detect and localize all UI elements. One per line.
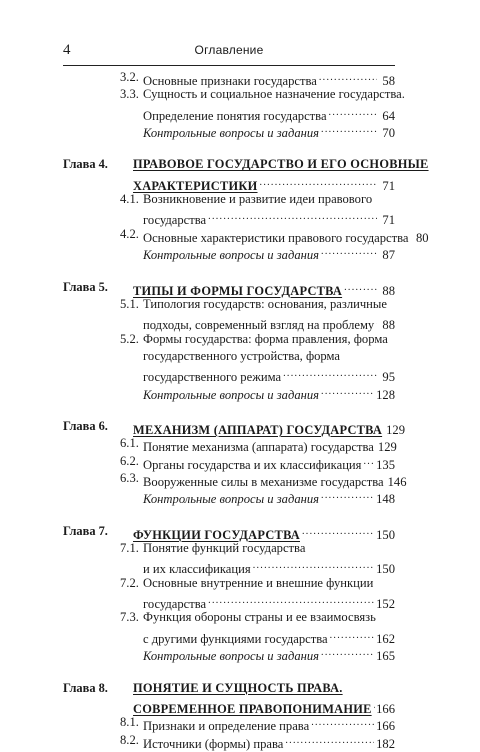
- entry-text-row: [143, 610, 395, 625]
- entry-text-row: [143, 488, 395, 507]
- toc-entry[interactable]: [63, 541, 395, 556]
- section-title: и их классификация: [143, 562, 251, 577]
- dot-leader: [283, 366, 377, 381]
- dot-leader: [319, 70, 377, 85]
- page-ref: 88: [379, 318, 395, 333]
- section-title: Вооруженные силы в механизме государства: [143, 475, 384, 490]
- section-number: 5.2.: [120, 332, 139, 347]
- page-number: 4: [63, 42, 71, 59]
- toc-entry[interactable]: [63, 471, 395, 486]
- entry-text-row: [143, 576, 395, 591]
- entry-text-row: [133, 698, 395, 717]
- chapter-title: ХАРАКТЕРИСТИКИ: [133, 179, 258, 194]
- page-ref: 71: [379, 213, 395, 228]
- review-questions-title: Контрольные вопросы и задания: [143, 492, 319, 507]
- entry-text-row: [143, 593, 395, 612]
- dot-leader: [260, 175, 377, 190]
- section-title: с другими функциями государства: [143, 632, 328, 647]
- entry-text-row: [143, 471, 395, 490]
- section-number: 6.1.: [120, 436, 139, 451]
- page-ref: 150: [376, 562, 395, 577]
- dot-leader: [253, 558, 374, 573]
- section-title: Основные признаки государства: [143, 74, 317, 89]
- section-number: 7.1.: [120, 541, 139, 556]
- page-ref: 80: [413, 231, 429, 246]
- entry-text-row: [143, 332, 395, 347]
- section-title: Основные характеристики правового государства: [143, 231, 409, 246]
- toc-entry[interactable]: [63, 175, 395, 190]
- chapter-title: ПОНЯТИЕ И СУЩНОСТЬ ПРАВА.: [133, 681, 343, 696]
- dot-leader: [344, 280, 377, 295]
- section-number: 6.2.: [120, 454, 139, 469]
- chapter-title: СОВРЕМЕННОЕ ПРАВОПОНИМАНИЕ: [133, 702, 372, 717]
- section-number: 4.1.: [120, 192, 139, 207]
- entry-text-row: [143, 541, 395, 556]
- review-questions-title: Контрольные вопросы и задания: [143, 649, 319, 664]
- section-title: государства: [143, 597, 206, 612]
- toc-entry[interactable]: [63, 576, 395, 591]
- toc-entry[interactable]: [63, 524, 395, 539]
- page-ref: 70: [379, 126, 395, 141]
- dot-leader: [285, 733, 374, 748]
- page-ref: 135: [376, 458, 395, 473]
- section-title: Формы государства: форма правления, форма: [143, 332, 388, 347]
- page-ref: 162: [376, 632, 395, 647]
- toc-entry[interactable]: [63, 698, 395, 713]
- section-title: Основные внутренние и внешние функции: [143, 576, 373, 591]
- section-number: 6.3.: [120, 471, 139, 486]
- section-title: государственного устройства, форма: [143, 349, 340, 364]
- toc-entry[interactable]: [63, 488, 395, 503]
- dot-leader: [208, 209, 377, 224]
- toc-entry[interactable]: [63, 192, 395, 207]
- entry-text-row: [143, 733, 395, 752]
- entry-text-row: [133, 175, 395, 194]
- section-title: Источники (формы) права: [143, 737, 283, 752]
- toc-entry[interactable]: [63, 366, 395, 381]
- section-number: 7.2.: [120, 576, 139, 591]
- toc-entry[interactable]: [63, 384, 395, 399]
- toc-entry[interactable]: [63, 244, 395, 259]
- dot-leader: [321, 244, 377, 259]
- dot-leader: [329, 105, 377, 120]
- entry-text-row: [143, 314, 395, 333]
- toc-entry[interactable]: [63, 349, 395, 364]
- toc-entry[interactable]: [63, 209, 395, 224]
- page-ref: 129: [378, 440, 397, 455]
- page-ref: 166: [376, 719, 395, 734]
- section-title: подходы, современный взгляд на проблему: [143, 318, 374, 333]
- section-number: 5.1.: [120, 297, 139, 312]
- chapter-label: Глава 6.: [63, 419, 108, 434]
- toc-entry[interactable]: [63, 454, 395, 469]
- header-rule: [63, 65, 395, 66]
- entry-text-row: [143, 349, 395, 364]
- review-questions-title: Контрольные вопросы и задания: [143, 388, 319, 403]
- page-ref: 166: [376, 702, 395, 717]
- review-questions-title: Контрольные вопросы и задания: [143, 248, 319, 263]
- entry-text-row: [143, 628, 395, 647]
- page-ref: 87: [379, 248, 395, 263]
- entry-text-row: [143, 122, 395, 141]
- dot-leader: [376, 314, 377, 329]
- page-ref: 71: [379, 179, 395, 194]
- toc-entry[interactable]: [63, 105, 395, 120]
- dot-leader: [330, 628, 374, 643]
- section-title: Понятие функций государства: [143, 541, 305, 556]
- page-ref: 146: [388, 475, 407, 490]
- entry-text-row: [133, 524, 395, 543]
- entry-text-row: [143, 454, 395, 473]
- entry-text-row: [143, 384, 395, 403]
- section-number: 4.2.: [120, 227, 139, 242]
- toc-entry[interactable]: [63, 715, 395, 730]
- entry-text-row: [143, 436, 395, 455]
- toc-entry[interactable]: [63, 593, 395, 608]
- section-number: 3.2.: [120, 70, 139, 85]
- section-number: 8.1.: [120, 715, 139, 730]
- toc-entry[interactable]: [63, 645, 395, 660]
- toc-entry[interactable]: [63, 332, 395, 347]
- entry-text-row: [143, 227, 395, 246]
- toc-entry[interactable]: [63, 419, 395, 434]
- toc-entry[interactable]: [63, 227, 395, 242]
- toc-entry[interactable]: [63, 610, 395, 625]
- entry-text-row: [143, 645, 395, 664]
- section-title: Сущность и социальное назначение государства.: [143, 87, 405, 102]
- page-ref: 128: [376, 388, 395, 403]
- section-number: 7.3.: [120, 610, 139, 625]
- entry-text-row: [133, 157, 395, 172]
- entry-text-row: [143, 715, 395, 734]
- review-questions-title: Контрольные вопросы и задания: [143, 126, 319, 141]
- page-ref: 88: [379, 284, 395, 299]
- entry-text-row: [143, 105, 395, 124]
- entry-text-row: [143, 558, 395, 577]
- dot-leader: [311, 715, 374, 730]
- dot-leader: [321, 488, 374, 503]
- entry-text-row: [143, 366, 395, 385]
- toc-entry[interactable]: [63, 70, 395, 85]
- entry-text-row: [143, 87, 395, 102]
- page-ref: 182: [376, 737, 395, 752]
- chapter-title: ТИПЫ И ФОРМЫ ГОСУДАРСТВА: [133, 284, 342, 299]
- page-ref: 64: [379, 109, 395, 124]
- toc-entry[interactable]: [63, 122, 395, 137]
- toc-entry[interactable]: [63, 297, 395, 312]
- section-title: Определение понятия государства: [143, 109, 327, 124]
- page-ref: 148: [376, 492, 395, 507]
- toc-entry[interactable]: [63, 628, 395, 643]
- entry-text-row: [133, 419, 395, 438]
- dot-leader: [321, 384, 374, 399]
- toc-entry[interactable]: [63, 157, 395, 172]
- dot-leader: [208, 593, 374, 608]
- entry-text-row: [133, 681, 395, 696]
- toc-entry[interactable]: [63, 681, 395, 696]
- chapter-label: Глава 4.: [63, 157, 108, 172]
- toc-entry[interactable]: [63, 280, 395, 295]
- page-ref: 95: [379, 370, 395, 385]
- section-number: 8.2.: [120, 733, 139, 748]
- page-ref: 152: [376, 597, 395, 612]
- chapter-title: ФУНКЦИИ ГОСУДАРСТВА: [133, 528, 300, 543]
- toc-entry[interactable]: [63, 733, 395, 748]
- page-ref: 165: [376, 649, 395, 664]
- page-ref: 129: [386, 423, 405, 438]
- toc-entry[interactable]: [63, 314, 395, 329]
- page-ref: 58: [379, 74, 395, 89]
- section-title: государственного режима: [143, 370, 281, 385]
- section-number: 3.3.: [120, 87, 139, 102]
- section-title: государства: [143, 213, 206, 228]
- chapter-title: МЕХАНИЗМ (АППАРАТ) ГОСУДАРСТВА: [133, 423, 382, 438]
- section-title: Функция обороны страны и ее взаимосвязь: [143, 610, 376, 625]
- entry-text-row: [133, 280, 395, 299]
- dot-leader: [302, 524, 374, 539]
- dot-leader: [321, 122, 377, 137]
- section-title: Типология государств: основания, различные: [143, 297, 387, 312]
- section-title: Возникновение и развитие идеи правового: [143, 192, 372, 207]
- section-title: Признаки и определение права: [143, 719, 309, 734]
- toc-entry[interactable]: [63, 87, 395, 102]
- section-title: Понятие механизма (аппарата) государства: [143, 440, 374, 455]
- section-title: Органы государства и их классификация: [143, 458, 361, 473]
- entry-text-row: [143, 297, 395, 312]
- chapter-label: Глава 7.: [63, 524, 108, 539]
- toc-entry[interactable]: [63, 436, 395, 451]
- chapter-label: Глава 5.: [63, 280, 108, 295]
- dot-leader: [363, 454, 374, 469]
- chapter-title: ПРАВОВОЕ ГОСУДАРСТВО И ЕГО ОСНОВНЫЕ: [133, 157, 429, 172]
- entry-text-row: [143, 192, 395, 207]
- dot-leader: [321, 645, 374, 660]
- entry-text-row: [143, 70, 395, 89]
- chapter-label: Глава 8.: [63, 681, 108, 696]
- page-header: [63, 40, 395, 64]
- entry-text-row: [143, 244, 395, 263]
- toc-entry[interactable]: [63, 558, 395, 573]
- page-ref: 150: [376, 528, 395, 543]
- entry-text-row: [143, 209, 395, 228]
- running-title: Оглавление: [63, 43, 395, 57]
